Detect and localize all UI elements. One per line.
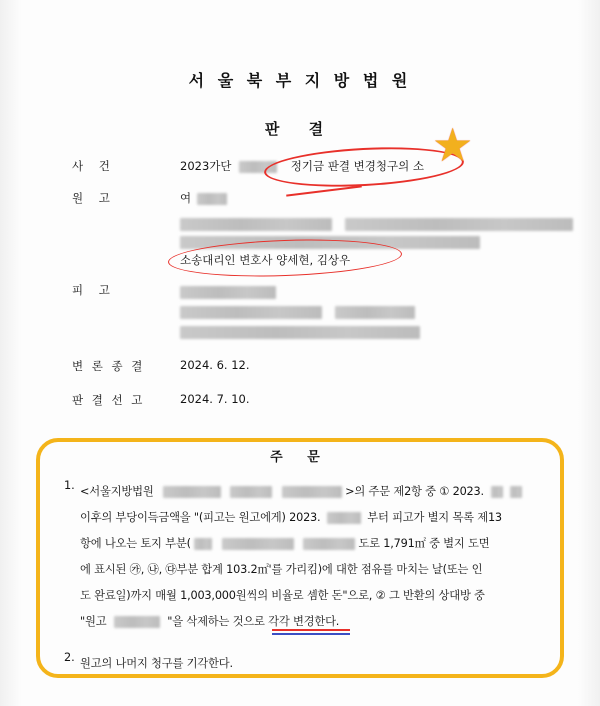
redaction-block — [180, 306, 322, 319]
redaction-block — [222, 538, 294, 550]
redaction-block — [345, 218, 573, 231]
plaintiff-address-redaction-row — [180, 214, 573, 233]
redaction-block — [197, 193, 227, 205]
order-text-fragment: 이후의 부당이득금액을 "(피고는 원고에게) 2023. — [80, 511, 321, 524]
order-item-1-line-4: 에 표시된 ㉮, ㉯, ㉰부분 합계 103.2㎡'를 가리킴)에 대한 점유를 마치는 날(또는 인 — [80, 563, 483, 576]
redaction-block — [114, 616, 160, 628]
case-number-text: 2023가단 — [180, 159, 232, 173]
page-edge-shadow-right — [578, 0, 600, 706]
order-text-fragment: "을 삭제하는 것으로 각각 변경한다. — [167, 615, 340, 628]
document-type-heading: 판 결 — [264, 120, 336, 138]
judgment-pronounced-label: 판 결 선 고 — [72, 393, 145, 407]
judgment-pronounced-date: 2024. 7. 10. — [180, 392, 250, 406]
redaction-block — [335, 306, 415, 319]
annotation-underline-case-title — [286, 185, 362, 196]
redaction-block — [282, 486, 342, 498]
defendant-address-redaction-row — [180, 302, 415, 321]
redaction-block — [510, 486, 522, 498]
case-label: 사 건 — [72, 159, 116, 173]
order-text-fragment: "원고 — [80, 615, 107, 628]
order-text-fragment: 도로 1,791㎡ 중 별지 도면 — [358, 537, 490, 550]
closing-of-argument-label: 변 론 종 결 — [72, 359, 145, 373]
defendant-address-redaction-row-2 — [180, 322, 420, 341]
order-item-number: 2. — [64, 651, 75, 664]
redaction-block — [180, 286, 276, 299]
order-item-1-line-5: 도 완료일)까지 매월 1,003,000원씩의 비율로 셈한 돈"으로, ② 그 반환의 상대방 중 — [80, 589, 485, 602]
order-item-1-line-1 — [80, 479, 522, 505]
order-text-fragment: 부터 피고가 별지 목록 제13 — [367, 511, 502, 524]
order-item-1-line-3 — [80, 531, 489, 557]
case-title-text: 정기금 판결 변경청구의 소 — [290, 159, 424, 173]
closing-of-argument-date: 2024. 6. 12. — [180, 358, 250, 372]
defendant-name-redaction-row — [180, 282, 276, 301]
order-item-1-line-6 — [80, 609, 339, 635]
redaction-block — [180, 326, 420, 339]
attorney-line: 소송대리인 변호사 양세현, 김상우 — [180, 253, 351, 267]
court-name-heading: 서 울 북 부 지 방 법 원 — [188, 71, 412, 90]
redaction-block — [327, 512, 361, 524]
redaction-block — [230, 486, 272, 498]
order-text-fragment: <서울지방법원 — [80, 485, 154, 498]
order-item-number: 1. — [64, 479, 75, 492]
order-item-1-line-2 — [80, 505, 502, 531]
order-item-2-line-1: 원고의 나머지 청구를 기각한다. — [80, 657, 233, 670]
redaction-block — [491, 486, 503, 498]
plaintiff-name-text: 여 — [180, 191, 192, 205]
plaintiff-value — [180, 190, 227, 206]
redaction-block — [303, 538, 355, 550]
plaintiff-label: 원 고 — [72, 191, 116, 205]
redaction-block — [180, 218, 332, 231]
redaction-block — [194, 538, 212, 550]
defendant-label: 피 고 — [72, 283, 116, 297]
redaction-block — [163, 486, 221, 498]
order-text-fragment: 항에 나오는 토지 부분( — [80, 537, 191, 550]
star-icon: ★ — [432, 118, 474, 172]
annotation-underline-red — [272, 629, 350, 631]
page-edge-shadow-left — [0, 0, 22, 706]
annotation-underline-blue — [272, 633, 350, 635]
main-order-heading: 주 문 — [270, 450, 330, 465]
order-text-fragment: >의 주문 제2항 중 ① 2023. — [345, 485, 484, 498]
